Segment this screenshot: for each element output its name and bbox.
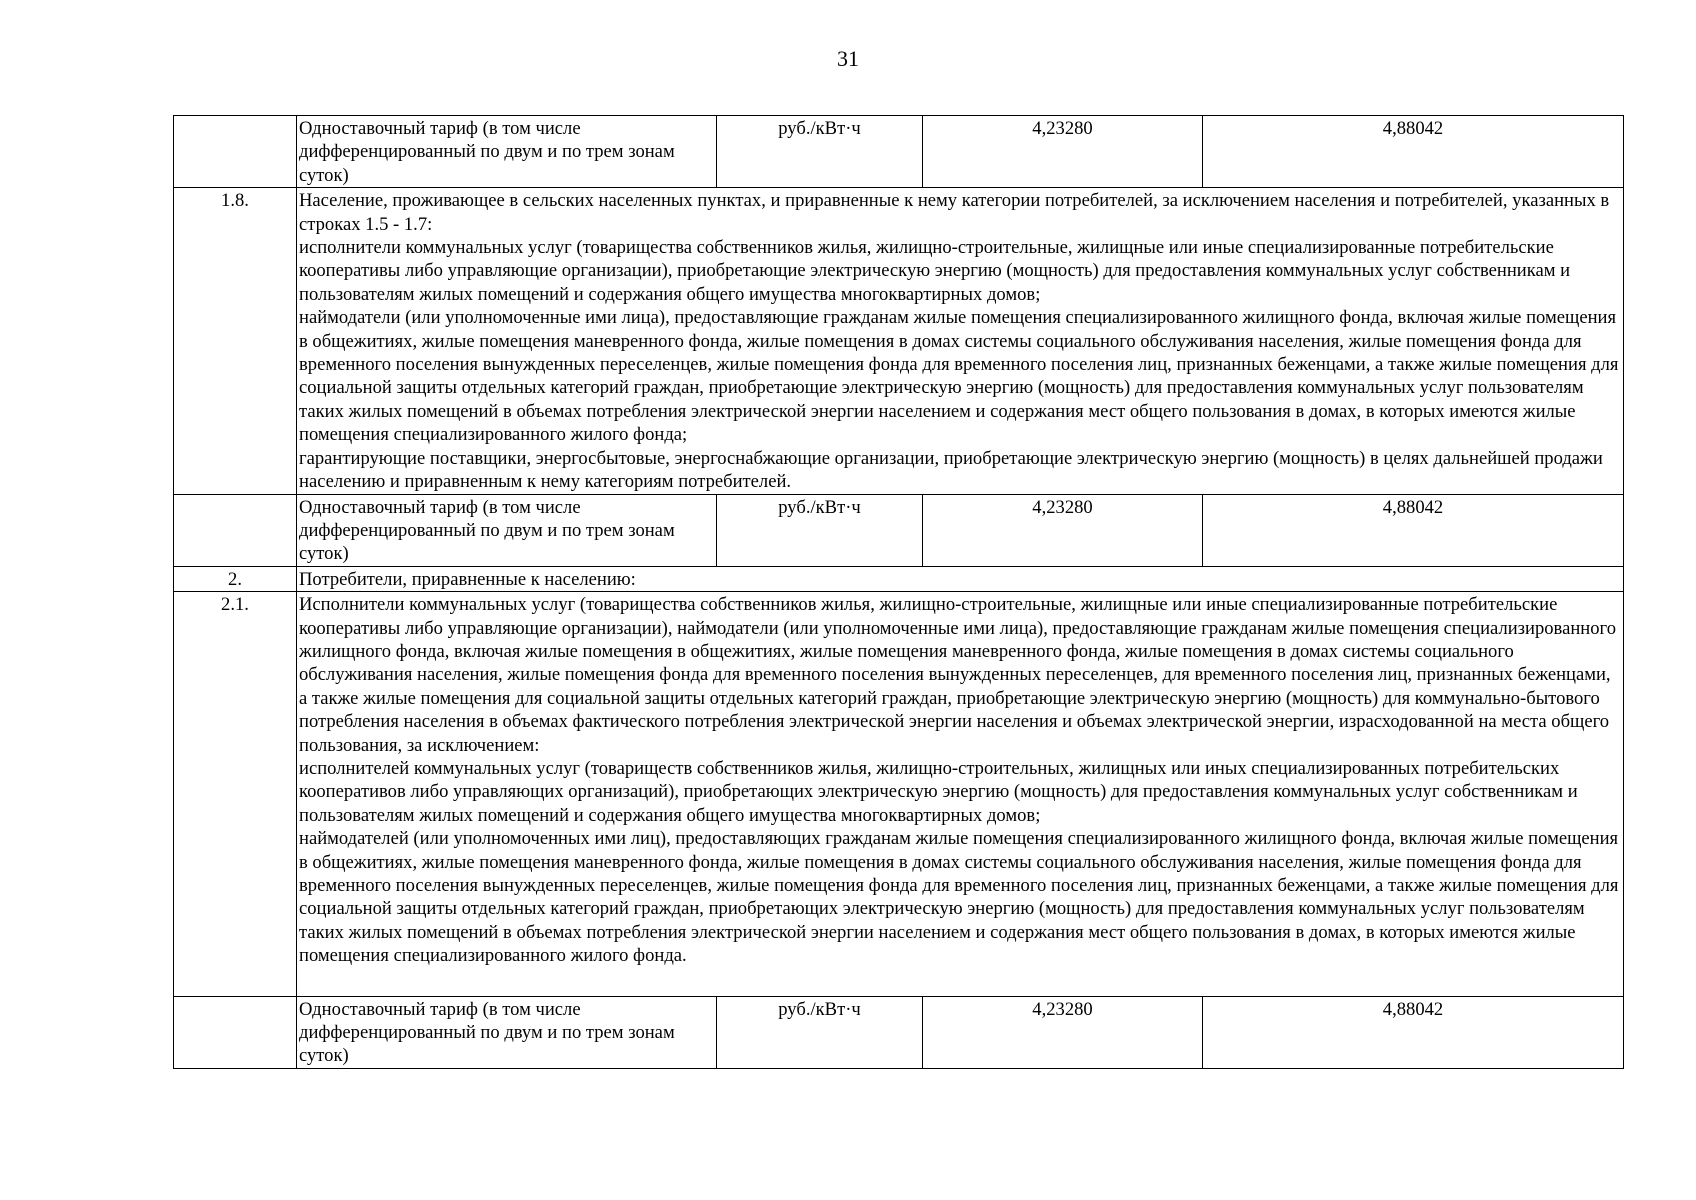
row-description-cell xyxy=(297,188,1624,494)
table-row xyxy=(174,116,1624,188)
unit-cell: руб./кВт·ч xyxy=(717,996,923,1068)
value-1-cell: 4,23280 xyxy=(923,116,1203,188)
paragraph: исполнители коммунальных услуг (товарищества собственников жилья, жилищно-строительные, жилищные или иные специализированные потребительские кооперативы либо управляющие организации), приобретающие электрическую энергию (мощность) для предоставления коммунальных услуг собственникам и пользователям жилых помещений и содержания общего имущества многоквартирных домов; xyxy=(299,237,1571,305)
value-2-cell: 4,88042 xyxy=(1203,116,1624,188)
paragraph: исполнителей коммунальных услуг (товариществ собственников жилья, жилищно-строительных, жилищных или иных специализированных потребительских кооперативов либо управляющих организаций), приобретающих электрическую энергию (мощность) для предоставления коммунальных услуг собственникам и пользователям жилых помещений и содержания общего имущества многоквартирных домов; xyxy=(299,757,1578,826)
row-number-cell xyxy=(174,116,297,188)
row-number-cell: 1.8. xyxy=(174,188,297,494)
value-1-cell: 4,23280 xyxy=(923,996,1203,1068)
row-number-cell: 2. xyxy=(174,566,297,591)
table-row xyxy=(174,996,1624,1068)
paragraph: Исполнители коммунальных услуг (товарищества собственников жилья, жилищно-строительные, жилищные или иные специализированные потребительские кооперативы либо управляющие организации), наймодатели (или уполномоченные ими лица), предоставляющие гражданам жилые помещения специализированного жилищного фонда, включая жилые помещения в общежитиях, жилые помещения маневренного фонда, жилые помещения в домах системы социального обслуживания населения, жилые помещения фонда для временного поселения вынужденных переселенцев, для временного поселения лиц, признанных беженцами, а также жилые помещения для социальной защиты отдельных категорий граждан, приобретающие электрическую энергию (мощность) для коммунально-бытового потребления населения в объемах фактического потребления электрической энергии населения и объемах электрической энергии, израсходованной на места общего пользования, за исключением: xyxy=(299,594,1617,756)
value-2-cell: 4,88042 xyxy=(1203,494,1624,566)
table-row xyxy=(174,566,1624,591)
row-number-cell xyxy=(174,996,297,1068)
tariff-label-cell: Одноставочный тариф (в том числе дифференцированный по двум и по трем зонам суток) xyxy=(297,494,717,566)
table-row xyxy=(174,494,1624,566)
row-number-cell: 2.1. xyxy=(174,592,297,997)
unit-cell: руб./кВт·ч xyxy=(717,116,923,188)
tariff-table xyxy=(173,115,1624,1069)
row-description-cell: Потребители, приравненные к населению: xyxy=(297,566,1624,591)
paragraph: Население, проживающее в сельских населенных пунктах, и приравненные к нему категории потребителей, за исключением населения и потребителей, указанных в строках 1.5 - 1.7: xyxy=(299,190,1610,235)
paragraph: наймодателей (или уполномоченных ими лиц), предоставляющих гражданам жилые помещения специализированного жилищного фонда, включая жилые помещения в общежитиях, жилые помещения маневренного фонда, жилые помещения в домах системы социального обслуживания населения, жилые помещения фонда для временного поселения вынужденных переселенцев, жилые помещения фонда для временного поселения лиц, признанных беженцами, а также жилые помещения для социальной защиты отдельных категорий граждан, приобретающих электрическую энергию (мощность) для предоставления коммунальных услуг пользователям таких жилых помещений в объемах потребления электрической энергии населением и содержания мест общего пользования в домах, в которых имеются жилые помещения специализированного жилого фонда. xyxy=(299,828,1619,967)
value-2-cell: 4,88042 xyxy=(1203,996,1624,1068)
unit-cell: руб./кВт·ч xyxy=(717,494,923,566)
row-description-cell xyxy=(297,592,1624,997)
table-row xyxy=(174,188,1624,494)
tariff-label-cell: Одноставочный тариф (в том числе дифференцированный по двум и по трем зонам суток) xyxy=(297,996,717,1068)
row-number-cell xyxy=(174,494,297,566)
tariff-label-cell: Одноставочный тариф (в том числе дифференцированный по двум и по трем зонам суток) xyxy=(297,116,717,188)
value-1-cell: 4,23280 xyxy=(923,494,1203,566)
paragraph: гарантирующие поставщики, энергосбытовые, энергоснабжающие организации, приобретающие электрическую энергию (мощность) в целях дальнейшей продажи населению и приравненным к нему категориям потребителей. xyxy=(299,447,1603,493)
page-number: 31 xyxy=(837,46,859,71)
paragraph: наймодатели (или уполномоченные ими лица), предоставляющие гражданам жилые помещения специализированного жилищного фонда, включая жилые помещения в общежитиях, жилые помещения маневренного фонда, жилые помещения в домах системы социального обслуживания населения, жилые помещения фонда для временного поселения вынужденных переселенцев, жилые помещения фонда для временного поселения лиц, признанных беженцами, а также жилые помещения для социальной защиты отдельных категорий граждан, приобретающие электрическую энергию (мощность) для предоставления коммунальных услуг пользователям таких жилых помещений в объемах потребления электрической энергии населением и содержания мест общего пользования в домах, в которых имеются жилые помещения специализированного жилого фонда; xyxy=(299,307,1619,446)
table-row xyxy=(174,592,1624,997)
